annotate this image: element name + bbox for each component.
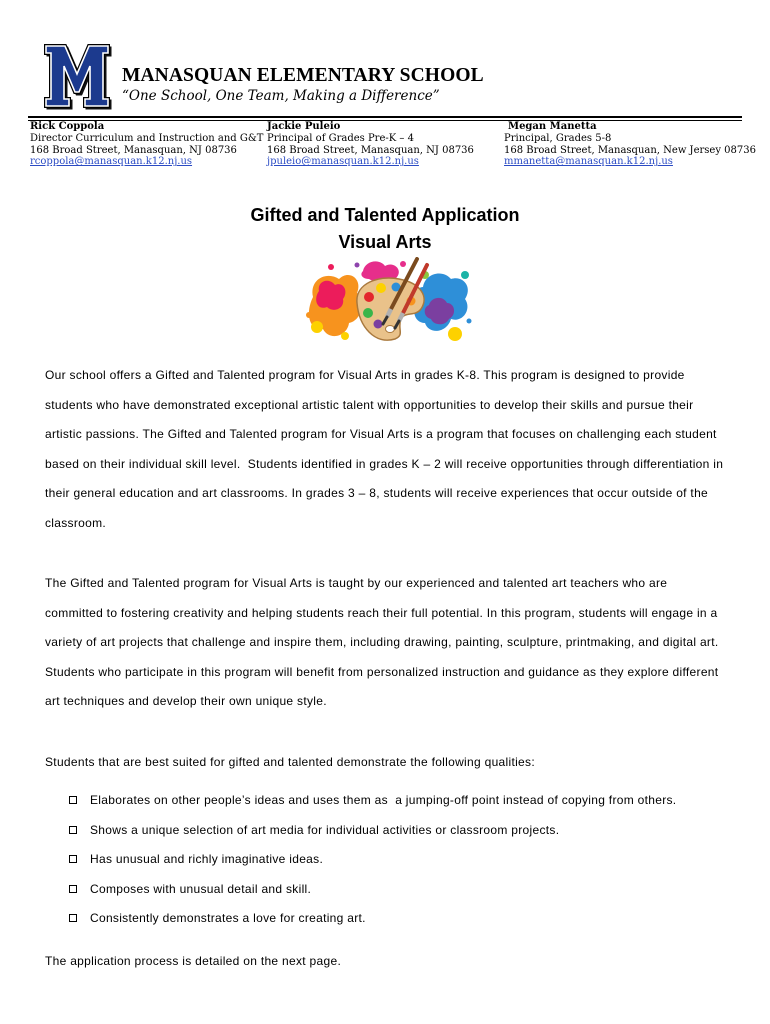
school-motto: “One School, One Team, Making a Difference” (122, 88, 440, 104)
closing-note-text: The application process is detailed on the next page. (45, 954, 342, 968)
contact-address: 168 Broad Street, Manasquan, NJ 08736 (267, 144, 474, 156)
page-heading (0, 202, 770, 256)
page-title: Gifted and Talented Application (250, 205, 520, 225)
contact-title: Director Curriculum and Instruction and G&T (30, 132, 264, 144)
checkbox-icon (69, 826, 77, 834)
contact-title: Principal of Grades Pre-K – 4 (267, 132, 414, 144)
page-subtitle: Visual Arts (338, 232, 432, 252)
program-paragraph-line: Students who participate in this program will benefit from personalized instruction and guidance as they explore different (45, 664, 719, 679)
contact-address: 168 Broad Street, Manasquan, NJ 08736 (30, 144, 237, 156)
qualities-list (0, 786, 770, 934)
contact-address: 168 Broad Street, Manasquan, New Jersey 08736 (504, 144, 756, 156)
contact-name: Jackie Puleio (267, 121, 341, 132)
contact-name: Rick Coppola (30, 121, 105, 132)
program-paragraph-line: art techniques and develop their own unique style. (45, 694, 327, 709)
intro-paragraph-line: students who have demonstrated exceptional artistic talent with opportunities to develop their skills and pursue their (45, 397, 694, 412)
list-item (0, 786, 770, 816)
qualities-lead-text: Students that are best suited for gifted and talented demonstrate the following qualities: (45, 755, 535, 769)
contact-title: Principal, Grades 5-8 (504, 132, 612, 144)
list-item (0, 845, 770, 875)
contact-block-coppola (30, 121, 263, 168)
contact-email-link[interactable]: rcoppola@manasquan.k12.nj.us (30, 156, 193, 168)
school-name: MANASQUAN ELEMENTARY SCHOOL (122, 65, 484, 86)
school-logo-m-icon (44, 44, 112, 110)
checkbox-icon (69, 855, 77, 863)
intro-paragraph (45, 361, 723, 539)
contact-block-manetta (504, 121, 756, 168)
list-item-text: Composes with unusual detail and skill. (90, 881, 312, 896)
list-item-text: Has unusual and richly imaginative ideas. (90, 852, 324, 866)
checkbox-icon (69, 885, 77, 893)
list-item-text: Elaborates on other people’s ideas and uses them as a jumping-off point instead of copying from others. (90, 793, 677, 807)
intro-paragraph-line: based on their individual skill level. Students identified in grades K – 2 will receive opportunities through differentiation in (45, 456, 724, 471)
paint-palette-icon (305, 257, 473, 347)
program-paragraph-line: variety of art projects that challenge and inspire them, including drawing, painting, sculpture, printmaking, and digital art. (45, 635, 719, 650)
contact-block-puleio (267, 121, 474, 168)
closing-note (45, 947, 341, 977)
list-item-text: Consistently demonstrates a love for creating art. (90, 911, 366, 925)
list-item (0, 816, 770, 846)
program-paragraph-line: committed to fostering creativity and helping students reach their full potential. In this program, students will engage in a (45, 605, 718, 620)
intro-paragraph-line: their general education and art classrooms. In grades 3 – 8, students will receive experiences that occur outside of the (45, 486, 709, 501)
contact-name: Megan Manetta (508, 121, 597, 132)
intro-paragraph-line: classroom. (45, 515, 107, 530)
checkbox-icon (69, 914, 77, 922)
list-item (0, 904, 770, 934)
contact-email-link[interactable]: jpuleio@manasquan.k12.nj.us (267, 156, 419, 168)
intro-paragraph-line: artistic passions. The Gifted and Talented program for Visual Arts is a program that focuses on challenging each student (45, 427, 717, 442)
program-paragraph (45, 569, 718, 717)
list-item (0, 875, 770, 905)
intro-paragraph-line: Our school offers a Gifted and Talented program for Visual Arts in grades K-8. This program is designed to provide (45, 368, 685, 382)
qualities-lead (45, 748, 535, 778)
program-paragraph-line: The Gifted and Talented program for Visual Arts is taught by our experienced and talented art teachers who are (45, 576, 668, 590)
checkbox-icon (69, 796, 77, 804)
list-item-text: Shows a unique selection of art media for individual activities or classroom projects. (90, 822, 560, 837)
contact-email-link[interactable]: mmanetta@manasquan.k12.nj.us (504, 156, 673, 168)
